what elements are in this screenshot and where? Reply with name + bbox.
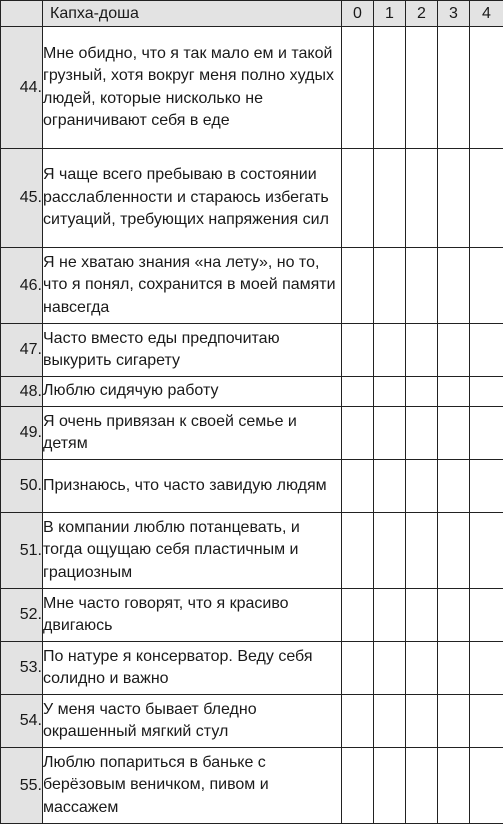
question-number: 47. [1, 324, 43, 377]
score-cell-1[interactable] [374, 513, 406, 589]
score-cell-2[interactable] [406, 27, 438, 149]
score-cell-0[interactable] [342, 513, 374, 589]
question-number: 45. [1, 149, 43, 248]
score-cell-1[interactable] [374, 407, 406, 460]
score-cell-0[interactable] [342, 460, 374, 513]
score-cell-4[interactable] [470, 407, 503, 460]
score-cell-2[interactable] [406, 377, 438, 407]
score-header-3: 3 [438, 1, 470, 27]
question-text: В компании люблю потанцевать, и тогда ощущаю себя пластичным и грациозным [43, 513, 342, 589]
score-cell-3[interactable] [438, 149, 470, 248]
question-number: 52. [1, 589, 43, 642]
score-cell-4[interactable] [470, 589, 503, 642]
score-header-4: 4 [470, 1, 503, 27]
score-cell-3[interactable] [438, 324, 470, 377]
question-number: 49. [1, 407, 43, 460]
section-title: Капха-доша [43, 1, 342, 27]
score-cell-1[interactable] [374, 27, 406, 149]
score-cell-2[interactable] [406, 407, 438, 460]
question-row [1, 748, 503, 824]
score-cell-4[interactable] [470, 642, 503, 695]
score-cell-0[interactable] [342, 642, 374, 695]
score-cell-1[interactable] [374, 642, 406, 695]
score-cell-0[interactable] [342, 589, 374, 642]
score-cell-0[interactable] [342, 248, 374, 324]
score-cell-0[interactable] [342, 27, 374, 149]
score-cell-3[interactable] [438, 27, 470, 149]
question-text: Я очень привязан к своей семье и детям [43, 407, 342, 460]
question-number: 44. [1, 27, 43, 149]
score-cell-3[interactable] [438, 460, 470, 513]
score-header-1: 1 [374, 1, 406, 27]
question-text: По натуре я консерватор. Веду себя солидно и важно [43, 642, 342, 695]
score-cell-3[interactable] [438, 377, 470, 407]
question-row [1, 149, 503, 248]
question-number: 51. [1, 513, 43, 589]
score-cell-1[interactable] [374, 460, 406, 513]
score-cell-2[interactable] [406, 589, 438, 642]
question-text: Мне часто говорят, что я красиво двигаюсь [43, 589, 342, 642]
question-row [1, 324, 503, 377]
score-cell-2[interactable] [406, 748, 438, 824]
score-cell-1[interactable] [374, 149, 406, 248]
question-row [1, 460, 503, 513]
score-cell-3[interactable] [438, 748, 470, 824]
question-row [1, 377, 503, 407]
score-cell-3[interactable] [438, 589, 470, 642]
score-cell-4[interactable] [470, 248, 503, 324]
question-text: Люблю попариться в баньке с берёзовым веничком, пивом и массажем [43, 748, 342, 824]
score-cell-0[interactable] [342, 407, 374, 460]
question-number: 46. [1, 248, 43, 324]
score-cell-0[interactable] [342, 377, 374, 407]
score-cell-2[interactable] [406, 149, 438, 248]
question-row [1, 513, 503, 589]
score-cell-0[interactable] [342, 695, 374, 748]
score-cell-1[interactable] [374, 589, 406, 642]
score-cell-3[interactable] [438, 695, 470, 748]
score-cell-3[interactable] [438, 642, 470, 695]
score-cell-0[interactable] [342, 324, 374, 377]
score-cell-2[interactable] [406, 513, 438, 589]
question-text: Признаюсь, что часто завидую людям [43, 460, 342, 513]
question-row [1, 642, 503, 695]
question-text: Я чаще всего пребываю в состоянии расслабленности и стараюсь избегать ситуаций, требующих напряжения сил [43, 149, 342, 248]
question-number: 53. [1, 642, 43, 695]
question-number: 48. [1, 377, 43, 407]
header-row [1, 1, 503, 27]
question-number: 55. [1, 748, 43, 824]
score-cell-1[interactable] [374, 248, 406, 324]
question-text: Я не хватаю знания «на лету», но то, что я понял, сохранится в моей памяти навсегда [43, 248, 342, 324]
score-cell-3[interactable] [438, 248, 470, 324]
score-cell-3[interactable] [438, 407, 470, 460]
score-cell-1[interactable] [374, 324, 406, 377]
score-cell-4[interactable] [470, 748, 503, 824]
score-cell-1[interactable] [374, 748, 406, 824]
question-number: 50. [1, 460, 43, 513]
question-number: 54. [1, 695, 43, 748]
score-cell-0[interactable] [342, 748, 374, 824]
question-row [1, 407, 503, 460]
score-cell-4[interactable] [470, 460, 503, 513]
score-header-2: 2 [406, 1, 438, 27]
score-cell-4[interactable] [470, 695, 503, 748]
score-cell-1[interactable] [374, 377, 406, 407]
score-cell-4[interactable] [470, 149, 503, 248]
score-cell-0[interactable] [342, 149, 374, 248]
score-cell-4[interactable] [470, 513, 503, 589]
score-cell-2[interactable] [406, 460, 438, 513]
score-header-0: 0 [342, 1, 374, 27]
question-row [1, 589, 503, 642]
score-cell-4[interactable] [470, 324, 503, 377]
score-cell-4[interactable] [470, 377, 503, 407]
score-cell-2[interactable] [406, 642, 438, 695]
score-cell-2[interactable] [406, 695, 438, 748]
question-text: Люблю сидячую работу [43, 377, 342, 407]
score-cell-2[interactable] [406, 324, 438, 377]
score-cell-4[interactable] [470, 27, 503, 149]
question-text: Часто вместо еды предпочитаю выкурить сигарету [43, 324, 342, 377]
score-cell-3[interactable] [438, 513, 470, 589]
question-row [1, 248, 503, 324]
question-text: Мне обидно, что я так мало ем и такой грузный, хотя вокруг меня полно худых людей, которые нисколько не ограничивают себя в еде [43, 27, 342, 149]
score-cell-2[interactable] [406, 248, 438, 324]
question-row [1, 27, 503, 149]
question-text: У меня часто бывает бледно окрашенный мягкий стул [43, 695, 342, 748]
question-row [1, 695, 503, 748]
header-number-cell [1, 1, 43, 27]
score-cell-1[interactable] [374, 695, 406, 748]
